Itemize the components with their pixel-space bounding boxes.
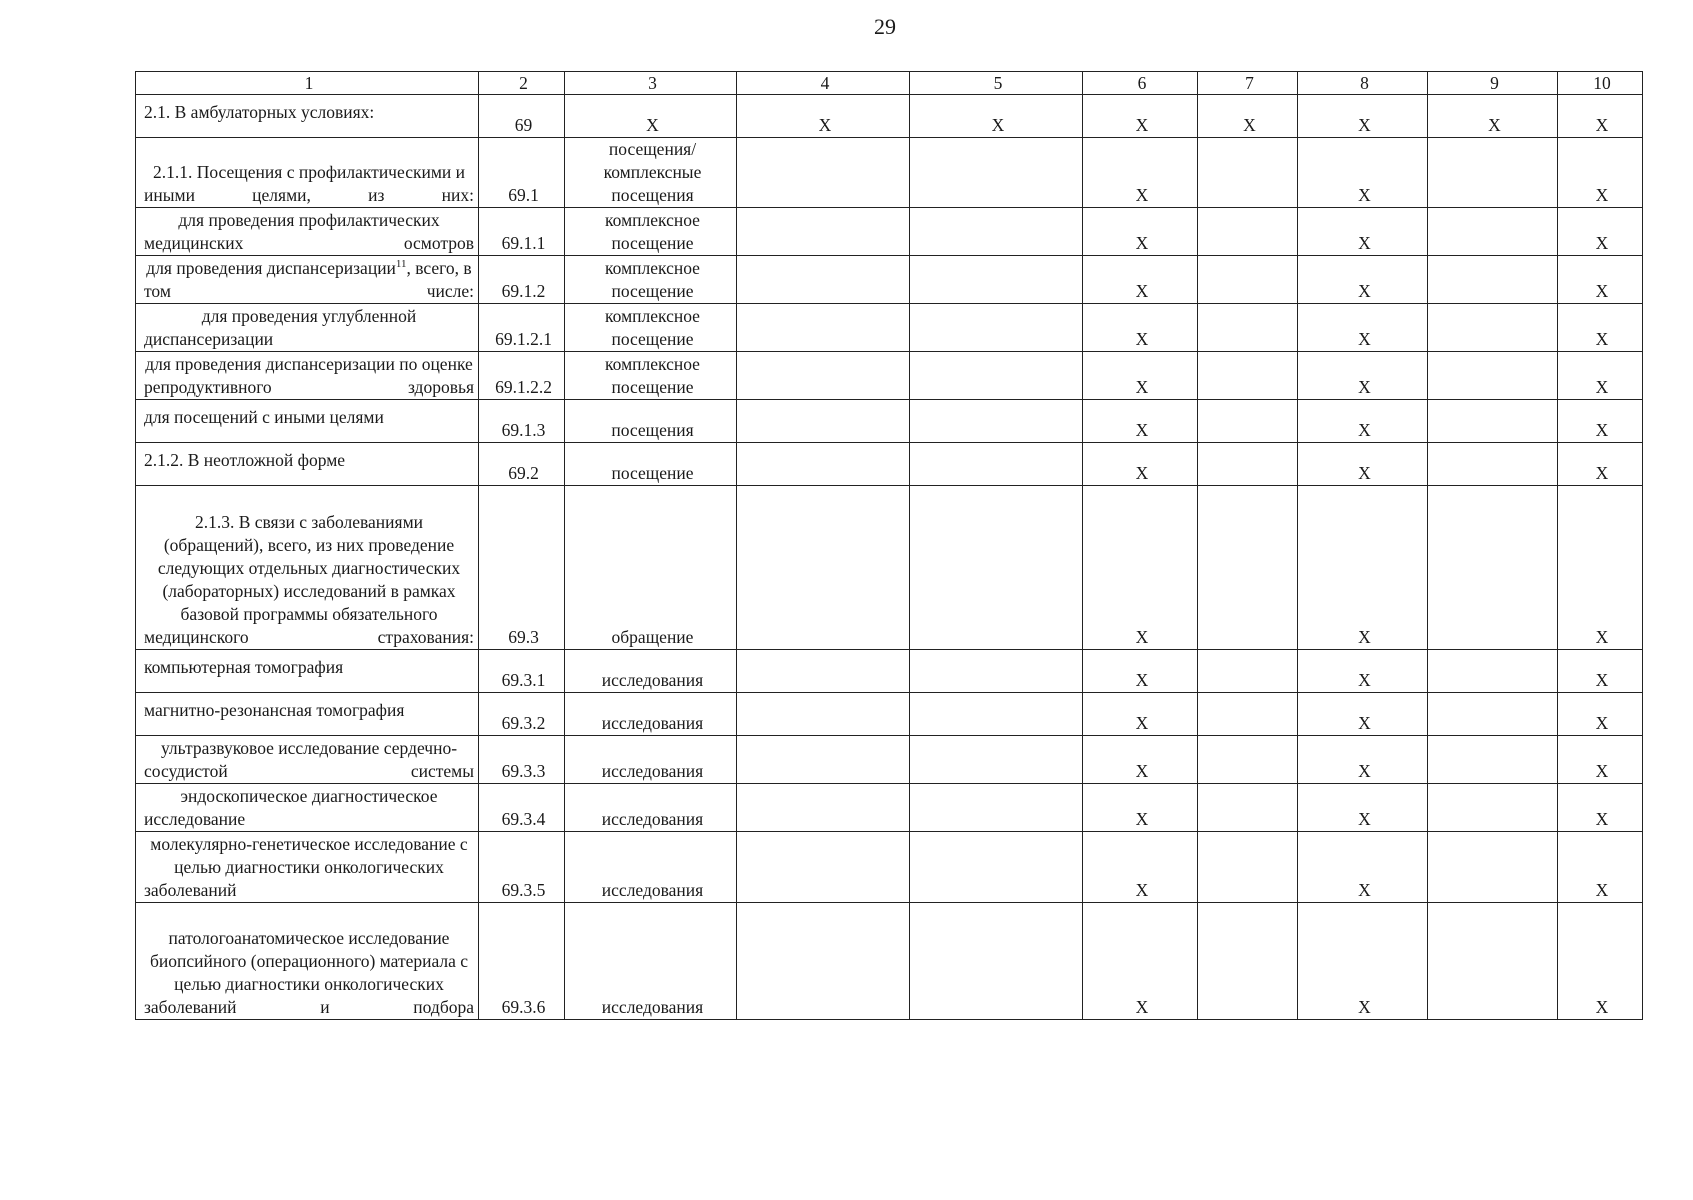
- cell-col10: Х: [1558, 903, 1643, 1020]
- cell-col6: Х: [1083, 352, 1198, 400]
- cell-col8: Х: [1298, 304, 1428, 352]
- row-unit: исследования: [565, 650, 737, 693]
- cell-col6: Х: [1083, 486, 1198, 650]
- cell-col4: [737, 832, 910, 903]
- cell-col6: Х: [1083, 693, 1198, 736]
- cell-col7: [1198, 138, 1298, 208]
- row-code: 69.1.3: [479, 400, 565, 443]
- cell-col6: Х: [1083, 256, 1198, 304]
- cell-col8: Х: [1298, 736, 1428, 784]
- cell-col10: Х: [1558, 304, 1643, 352]
- cell-col8: Х: [1298, 650, 1428, 693]
- column-number: 1: [136, 72, 479, 95]
- cell-col10: Х: [1558, 784, 1643, 832]
- cell-col6: Х: [1083, 650, 1198, 693]
- table-row: [136, 736, 1643, 784]
- cell-col7: [1198, 443, 1298, 486]
- row-code: 69: [479, 95, 565, 138]
- row-label: молекулярно-генетическое исследование с целью диагностики онкологических заболеваний: [136, 832, 479, 903]
- cell-col7: [1198, 784, 1298, 832]
- cell-col5: [910, 693, 1083, 736]
- cell-col9: Х: [1428, 95, 1558, 138]
- cell-col9: [1428, 400, 1558, 443]
- row-label: патологоанатомическое исследование биопсийного (операционного) материала с целью диагностики онкологических заболеваний и подбора: [136, 903, 479, 1020]
- cell-col5: [910, 903, 1083, 1020]
- cell-col5: [910, 352, 1083, 400]
- cell-col4: [737, 650, 910, 693]
- cell-col4: [737, 784, 910, 832]
- cell-col10: Х: [1558, 443, 1643, 486]
- row-label: для проведения диспансеризации по оценке репродуктивного здоровья: [136, 352, 479, 400]
- cell-col10: Х: [1558, 400, 1643, 443]
- column-number: 2: [479, 72, 565, 95]
- cell-col9: [1428, 208, 1558, 256]
- cell-col8: Х: [1298, 400, 1428, 443]
- cell-col4: [737, 443, 910, 486]
- cell-col5: [910, 256, 1083, 304]
- cell-col9: [1428, 784, 1558, 832]
- row-code: 69.1.1: [479, 208, 565, 256]
- cell-col5: [910, 736, 1083, 784]
- row-code: 69.1.2.1: [479, 304, 565, 352]
- row-unit: исследования: [565, 784, 737, 832]
- cell-col7: [1198, 693, 1298, 736]
- row-label: [136, 256, 479, 304]
- cell-col10: Х: [1558, 486, 1643, 650]
- column-number: 8: [1298, 72, 1428, 95]
- cell-col7: [1198, 256, 1298, 304]
- row-unit: комплексное посещение: [565, 208, 737, 256]
- cell-col5: [910, 138, 1083, 208]
- cell-col8: Х: [1298, 352, 1428, 400]
- cell-col10: Х: [1558, 95, 1643, 138]
- row-code: 69.3.6: [479, 903, 565, 1020]
- cell-col4: [737, 352, 910, 400]
- column-number: 6: [1083, 72, 1198, 95]
- row-label: магнитно-резонансная томография: [136, 693, 479, 736]
- cell-col5: [910, 784, 1083, 832]
- row-code: 69.3.3: [479, 736, 565, 784]
- cell-col4: [737, 903, 910, 1020]
- table-row: [136, 304, 1643, 352]
- row-unit: посещение: [565, 443, 737, 486]
- column-number: 5: [910, 72, 1083, 95]
- table-row: [136, 138, 1643, 208]
- row-code: 69.2: [479, 443, 565, 486]
- cell-col7: Х: [1198, 95, 1298, 138]
- table-row: [136, 486, 1643, 650]
- cell-col5: [910, 650, 1083, 693]
- cell-col6: Х: [1083, 304, 1198, 352]
- cell-col9: [1428, 138, 1558, 208]
- row-label: 2.1. В амбулаторных условиях:: [136, 95, 479, 138]
- cell-col4: [737, 304, 910, 352]
- cell-col4: Х: [737, 95, 910, 138]
- cell-col6: Х: [1083, 138, 1198, 208]
- column-number: 10: [1558, 72, 1643, 95]
- cell-col9: [1428, 693, 1558, 736]
- cell-col10: Х: [1558, 256, 1643, 304]
- cell-col6: Х: [1083, 95, 1198, 138]
- row-label: для посещений с иными целями: [136, 400, 479, 443]
- row-unit: комплексное посещение: [565, 256, 737, 304]
- table-row: [136, 95, 1643, 138]
- cell-col9: [1428, 304, 1558, 352]
- cell-col5: [910, 400, 1083, 443]
- table-row: [136, 443, 1643, 486]
- row-code: 69.3.2: [479, 693, 565, 736]
- page-number: 29: [874, 14, 896, 39]
- cell-col4: [737, 208, 910, 256]
- row-label: для проведения углубленной диспансеризации: [136, 304, 479, 352]
- column-number: 7: [1198, 72, 1298, 95]
- row-label: ультразвуковое исследование сердечно-сосудистой системы: [136, 736, 479, 784]
- cell-col9: [1428, 443, 1558, 486]
- row-unit: исследования: [565, 903, 737, 1020]
- cell-col4: [737, 486, 910, 650]
- row-unit: комплексное посещение: [565, 304, 737, 352]
- cell-col9: [1428, 486, 1558, 650]
- cell-col7: [1198, 304, 1298, 352]
- table-row: [136, 400, 1643, 443]
- row-unit: посещения/ комплексные посещения: [565, 138, 737, 208]
- cell-col9: [1428, 256, 1558, 304]
- row-unit: посещения: [565, 400, 737, 443]
- cell-col8: Х: [1298, 832, 1428, 903]
- cell-col5: [910, 304, 1083, 352]
- table-row: [136, 832, 1643, 903]
- row-code: 69.1.2: [479, 256, 565, 304]
- cell-col10: Х: [1558, 832, 1643, 903]
- cell-col7: [1198, 400, 1298, 443]
- table-row: [136, 903, 1643, 1020]
- cell-col9: [1428, 352, 1558, 400]
- row-code: 69.3.5: [479, 832, 565, 903]
- cell-col7: [1198, 903, 1298, 1020]
- cell-col8: Х: [1298, 784, 1428, 832]
- cell-col8: Х: [1298, 256, 1428, 304]
- row-code: 69.3.1: [479, 650, 565, 693]
- cell-col5: Х: [910, 95, 1083, 138]
- cell-col8: Х: [1298, 138, 1428, 208]
- row-unit: комплексное посещение: [565, 352, 737, 400]
- row-unit: исследования: [565, 736, 737, 784]
- cell-col10: Х: [1558, 693, 1643, 736]
- cell-col5: [910, 486, 1083, 650]
- cell-col8: Х: [1298, 693, 1428, 736]
- cell-col8: Х: [1298, 486, 1428, 650]
- cell-col4: [737, 256, 910, 304]
- row-label: эндоскопическое диагностическое исследование: [136, 784, 479, 832]
- cell-col7: [1198, 208, 1298, 256]
- footnote-ref: 11: [395, 258, 407, 271]
- cell-col8: Х: [1298, 208, 1428, 256]
- cell-col6: Х: [1083, 832, 1198, 903]
- row-label: 2.1.2. В неотложной форме: [136, 443, 479, 486]
- cell-col8: Х: [1298, 95, 1428, 138]
- table-row: [136, 256, 1643, 304]
- column-number: 3: [565, 72, 737, 95]
- cell-col6: Х: [1083, 903, 1198, 1020]
- row-unit: обращение: [565, 486, 737, 650]
- cell-col6: Х: [1083, 400, 1198, 443]
- row-code: 69.3.4: [479, 784, 565, 832]
- row-code: 69.3: [479, 486, 565, 650]
- cell-col10: Х: [1558, 208, 1643, 256]
- cell-col9: [1428, 832, 1558, 903]
- cell-col10: Х: [1558, 650, 1643, 693]
- row-code: 69.1: [479, 138, 565, 208]
- cell-col10: Х: [1558, 352, 1643, 400]
- report-table: [135, 71, 1643, 1020]
- column-number-row: [136, 72, 1643, 95]
- cell-col7: [1198, 832, 1298, 903]
- row-unit: Х: [565, 95, 737, 138]
- cell-col7: [1198, 486, 1298, 650]
- row-label: 2.1.1. Посещения с профилактическими и иными целями, из них:: [136, 138, 479, 208]
- table-row: [136, 208, 1643, 256]
- cell-col10: Х: [1558, 736, 1643, 784]
- cell-col4: [737, 736, 910, 784]
- cell-col9: [1428, 650, 1558, 693]
- row-label: для проведения профилактических медицинских осмотров: [136, 208, 479, 256]
- cell-col5: [910, 443, 1083, 486]
- row-unit: исследования: [565, 832, 737, 903]
- table-row: [136, 352, 1643, 400]
- cell-col8: Х: [1298, 443, 1428, 486]
- row-label: 2.1.3. В связи с заболеваниями (обращений), всего, из них проведение следующих отдельных диагностических (лабораторных) исследований в рамках базовой программы обязательного медицинского страхования:: [136, 486, 479, 650]
- row-label-text: для проведения диспансеризации: [146, 258, 396, 278]
- column-number: 9: [1428, 72, 1558, 95]
- cell-col9: [1428, 736, 1558, 784]
- cell-col4: [737, 693, 910, 736]
- row-code: 69.1.2.2: [479, 352, 565, 400]
- table-row: [136, 650, 1643, 693]
- cell-col9: [1428, 903, 1558, 1020]
- cell-col4: [737, 400, 910, 443]
- cell-col4: [737, 138, 910, 208]
- cell-col10: Х: [1558, 138, 1643, 208]
- cell-col7: [1198, 352, 1298, 400]
- cell-col7: [1198, 736, 1298, 784]
- cell-col6: Х: [1083, 784, 1198, 832]
- cell-col5: [910, 208, 1083, 256]
- column-number: 4: [737, 72, 910, 95]
- cell-col6: Х: [1083, 208, 1198, 256]
- table-row: [136, 693, 1643, 736]
- table-row: [136, 784, 1643, 832]
- cell-col8: Х: [1298, 903, 1428, 1020]
- cell-col5: [910, 832, 1083, 903]
- cell-col6: Х: [1083, 736, 1198, 784]
- cell-col7: [1198, 650, 1298, 693]
- row-label: компьютерная томография: [136, 650, 479, 693]
- cell-col6: Х: [1083, 443, 1198, 486]
- row-unit: исследования: [565, 693, 737, 736]
- row-label-tail: , всего, в том числе:: [144, 258, 474, 301]
